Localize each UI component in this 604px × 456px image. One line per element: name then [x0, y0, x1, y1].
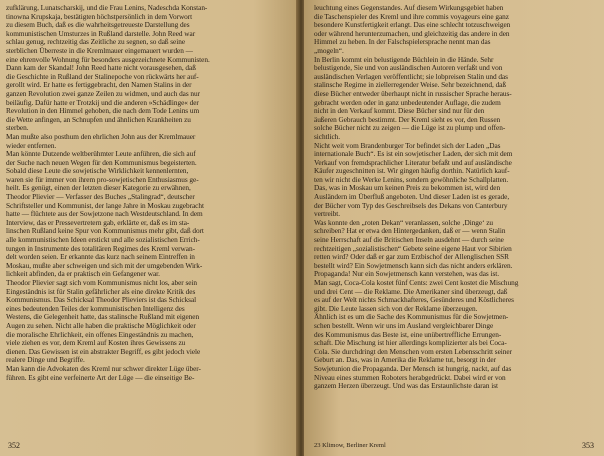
text-line: delt worden seien. Er erkannte das kurz nach seinem Eintreffen in	[6, 253, 195, 262]
text-line: tungen in Instrumente des totalitären Regimes des Kreml verwan-	[6, 244, 195, 253]
text-line: es auf der Welt nichts Schmackhafteres, Gesünderes und Köstlicheres	[314, 296, 514, 305]
text-line: bestellt wird? Ein Sowjetmensch kann sich das nicht anders erklären.	[314, 261, 513, 270]
text-line: leuchtung eines Gegenstandes. Auf diesem Wirkungsgebiet haben	[314, 4, 504, 12]
text-line: der Suche nach neuen Wegen für den Kommunismus begeisterten.	[6, 158, 197, 167]
text-line: sterblichen Überreste in die Kremlmauer eingemauert wurden —	[6, 46, 193, 55]
text-line: Theodor Plievier sagt sich vom Kommunismus nicht los, aber sein	[6, 279, 198, 287]
text-line: Eingeständnis ist für Stalin gefährlicher als eine direkte Kritik des	[6, 287, 196, 296]
text-line: äußeren Gebrauch bestimmt. Der Kreml sieht es vor, den Russen	[314, 115, 501, 124]
text-line: belustigende, Sie und von ausländischen Autoren verfaßt und von	[314, 64, 503, 73]
text-line: die moralische Ehrlichkeit, ein offenes Eingeständnis zu machen,	[6, 330, 194, 339]
text-line: zu diesem Buch, daß es die wahrheitsgetreueste Darstellung des	[6, 21, 190, 30]
text-line: schaft. Die Mischung ist hier allerdings komplizierter als bei Coca-	[314, 339, 507, 348]
right-page-number: 353	[582, 441, 594, 450]
text-line: ganzen Revolution zwei ganze Zeilen zu widmen, und auch das nur	[6, 89, 201, 98]
text-line: hatte — flüchtete aus der Sowjetzone nach Westdeutschland. In dem	[6, 210, 203, 219]
text-line: wieder entfernen.	[6, 141, 57, 150]
text-line: diese Bücher entweder überhaupt nicht in russischer Sprache heraus-	[314, 89, 512, 98]
text-line: ten wir nicht die Werke Lenins, sondern gewöhnliche Schallplatten.	[314, 175, 509, 184]
text-line: Propaganda! Nur ein Sowjetmensch kann verstehen, was das ist.	[314, 270, 500, 279]
text-line: Verkauf von fremdsprachlicher Literatur befaßt und auf ausländische	[314, 158, 512, 167]
right-page	[304, 0, 604, 456]
text-line: besondere Kunstfertigkeit erlangt. Das eine schlecht totzuschweigen	[314, 21, 511, 30]
text-line: Ähnlich ist es um die Sache des Kommunismus für die Sowjetmen-	[314, 313, 509, 322]
left-page-text	[6, 4, 290, 382]
text-line: kommunistischen Umsturzes in Rußland darstelle. John Reed war	[6, 29, 196, 38]
text-line: nicht in den Verkauf kommt. Diese Bücher sind nur für den	[314, 107, 485, 116]
text-line: schlau genug, rechtzeitig das Zeitliche zu segnen, so daß seine	[6, 38, 186, 47]
text-line: Theodor Plievier — Verfasser des Buches „Stalingrad“, deutscher	[6, 193, 195, 202]
text-line: des Kommunismus das Beste ist, eine unübertreffliche Errungen-	[314, 330, 502, 339]
text-line: zufklärung, Lunatscharskij, und die Frau Lenins, Nadeschda Konstan-	[6, 4, 208, 12]
text-line: Man sagt, Coca-Cola kostet fünf Cents: zwei Cent kostet die Mischung	[314, 279, 519, 287]
text-line: retten wird? Oder daß er gar zum Erzbischof der Allenglischen SSR	[314, 253, 509, 262]
text-line: alle kommunistischen Ideen erstickt und alle sozialistischen Errich-	[6, 236, 200, 245]
left-page-number: 352	[8, 441, 20, 450]
text-line: ganzem Herzen überzeugt. Und was das Erstaunlichste daran ist	[314, 382, 498, 391]
text-line: Cola. Sie durchdringt den Menschen vom ersten Lebensschritt seiner	[314, 347, 512, 356]
text-line: Niveau eines stummen Roboters herabgedrückt. Dabei wird er von	[314, 373, 506, 382]
text-line: sichtlich.	[314, 132, 341, 141]
text-line: die Wette anfingen, an Schnupfen und ähnlichen Krankheiten zu	[6, 115, 191, 124]
text-line: heilt. Es genügt, einen der letzten dieser Kategorie zu erwähnen,	[6, 184, 191, 193]
left-page	[0, 0, 298, 456]
text-line: Das, was in Moskau um keinen Preis zu bekommen ist, wird den	[314, 184, 501, 193]
text-line: gibt. Die Leute lassen sich von der Reklame überzeugen.	[314, 304, 478, 313]
text-line: lichkeit abfinden, da er praktisch ein Gefangener war.	[6, 270, 160, 279]
text-line: internationale Buch“. Es ist ein sowjetischer Laden, der sich mit dem	[314, 150, 513, 159]
text-line: Himmel zu heben. In der Falschspielersprache nennt man das	[314, 38, 491, 47]
text-line: Ausländern im Überfluß angeboten. Und dieser Laden ist es gerade,	[314, 193, 510, 202]
text-line: rechtzeitigen „sozialistischen“ Gebete seine eigene Haut vor Sibirien	[314, 244, 512, 253]
text-line: Dann kam der Skandal! John Reed hatte nicht vorausgesehen, daß	[6, 64, 196, 73]
text-line: beiläufig. Dafür hatte er Trotzkij und die anderen »Schädlinge« der	[6, 98, 199, 107]
text-line: sterben.	[6, 124, 29, 133]
text-line: eine ehrenvolle Wohnung für besonders ausgezeichnete Kommunisten.	[6, 55, 210, 64]
text-line: Revolution in den Himmel gehoben, die nach dem Tode Lenins um	[6, 107, 200, 116]
text-line: ausländischen Verlagen veröffentlicht; sie lobpreisen Stalin und das	[314, 72, 508, 81]
text-line: tinowna Krupskaja, bestätigten höchstpersönlich in dem Vorwort	[6, 12, 193, 21]
text-line: die Geschichte in Rußland der Stalinepoche von rückwärts her auf-	[6, 72, 199, 81]
right-page-text	[314, 4, 598, 391]
text-line: eines bedeutenden Teiles der kommunistischen Intelligenz des	[6, 304, 185, 313]
text-line: Was konnte den „roten Dekan“ veranlassen, solche ‚Dinge‘ zu	[314, 218, 494, 227]
text-line: Schriftsteller und Kommunist, der lange Jahre in Moskau zugebracht	[6, 201, 204, 210]
text-line: gerollt wird. Er hatte es fertiggebracht, den Namen Stalins in der	[6, 81, 192, 90]
text-line: schreiben? Hat er etwa den Hintergedanken, daß er — wenn Stalin	[314, 227, 506, 236]
text-line: oder während herunterzumachen, und gleichzeitig das andere in den	[314, 29, 510, 38]
text-line: vertreibt.	[314, 210, 341, 219]
text-line: Käufer zugeschnitten ist. Wir gingen häufig dorthin. Natürlich kauf-	[314, 167, 510, 176]
text-line: linschen Rußland keine Spur von Kommunismus mehr gibt, daß dort	[6, 227, 204, 236]
text-line: stalinsche Regime in ziellerregender Weise. Sehr bezeichnend, daß	[314, 81, 506, 90]
text-line: Man kann die Advokaten des Kreml nur schwer direkter Lüge über-	[6, 364, 201, 373]
text-line: seine Herrschaft auf die Britischen Inseln ausdehnt — durch seine	[314, 236, 504, 245]
text-line: schen bestellt. Wenn wir uns im Ausland vergleichbarer Dinge	[314, 321, 494, 330]
text-line: Westens, die Gelegenheit hatte, das stalinsche Rußland mit eigenen	[6, 313, 200, 322]
text-line: führen. Es gibt eine verfeinerte Art der Lüge — die einseitige Be-	[6, 373, 195, 382]
text-line: Sobald diese Leute die sowjetische Wirklichkeit kennenlernten,	[6, 167, 189, 176]
text-line: „mogeln“.	[314, 46, 344, 55]
text-line: die Taschenspieler des Kreml und ihre commis voyageurs eine ganz	[314, 12, 509, 21]
running-foot: 23 Klimow, Berliner Kreml	[314, 442, 386, 449]
text-line: Nicht weit vom Brandenburger Tor befindet sich der Laden „Das	[314, 141, 501, 150]
text-line: dienen. Das Gewissen ist ein abstrakter Begriff, es gibt jedoch viele	[6, 347, 201, 356]
text-line: und drei Cent — die Reklame. Die Amerikaner sind überzeugt, daß	[314, 287, 508, 296]
text-line: realere Dinge und Begriffe.	[6, 356, 85, 365]
text-line: Sowjetunion die Propaganda. Der Mensch ist hungrig, nackt, auf das	[314, 364, 512, 373]
text-line: Geburt an. Das, was in Amerika die Reklame tut, besorgt in der	[314, 356, 496, 365]
text-line: gebracht werden oder in ganz unbedeutender Auflage, die zudem	[314, 98, 501, 107]
text-line: Augen zu sehen. Nicht alle haben die praktische Möglichkeit oder	[6, 321, 196, 330]
text-line: Man mußte also posthum den ehrlichen John aus der Kremlmauer	[6, 132, 196, 141]
text-line: Moskau, mußte aber schweigen und sich mit der umgebenden Wirk-	[6, 261, 203, 270]
text-line: waren sie für immer von ihrem pro-sowjetischen Enthusiasmus ge-	[6, 175, 199, 184]
text-line: Man könnte Dutzende weltberühmter Leute anführen, die sich auf	[6, 150, 196, 159]
text-line: Kommunismus. Das Schicksal Theodor Plieviers ist das Schicksal	[6, 296, 197, 305]
text-line: der Bücher vom Typ des Geschreibsels des Dekans von Canterbury	[314, 201, 508, 210]
text-line: viele ziehen es vor, dem Kreml auf Kosten ihres Gewissens zu	[6, 339, 186, 348]
text-line: In Berlin kommt ein belustigende Büchlein in die Hände. Sehr	[314, 55, 494, 64]
text-line: solche Bücher nicht zu zeigen — die Lüge ist zu plump und offen-	[314, 124, 506, 133]
text-line: Interview, das er Pressevertretern gab, erklärte er, daß es im sta-	[6, 218, 190, 227]
